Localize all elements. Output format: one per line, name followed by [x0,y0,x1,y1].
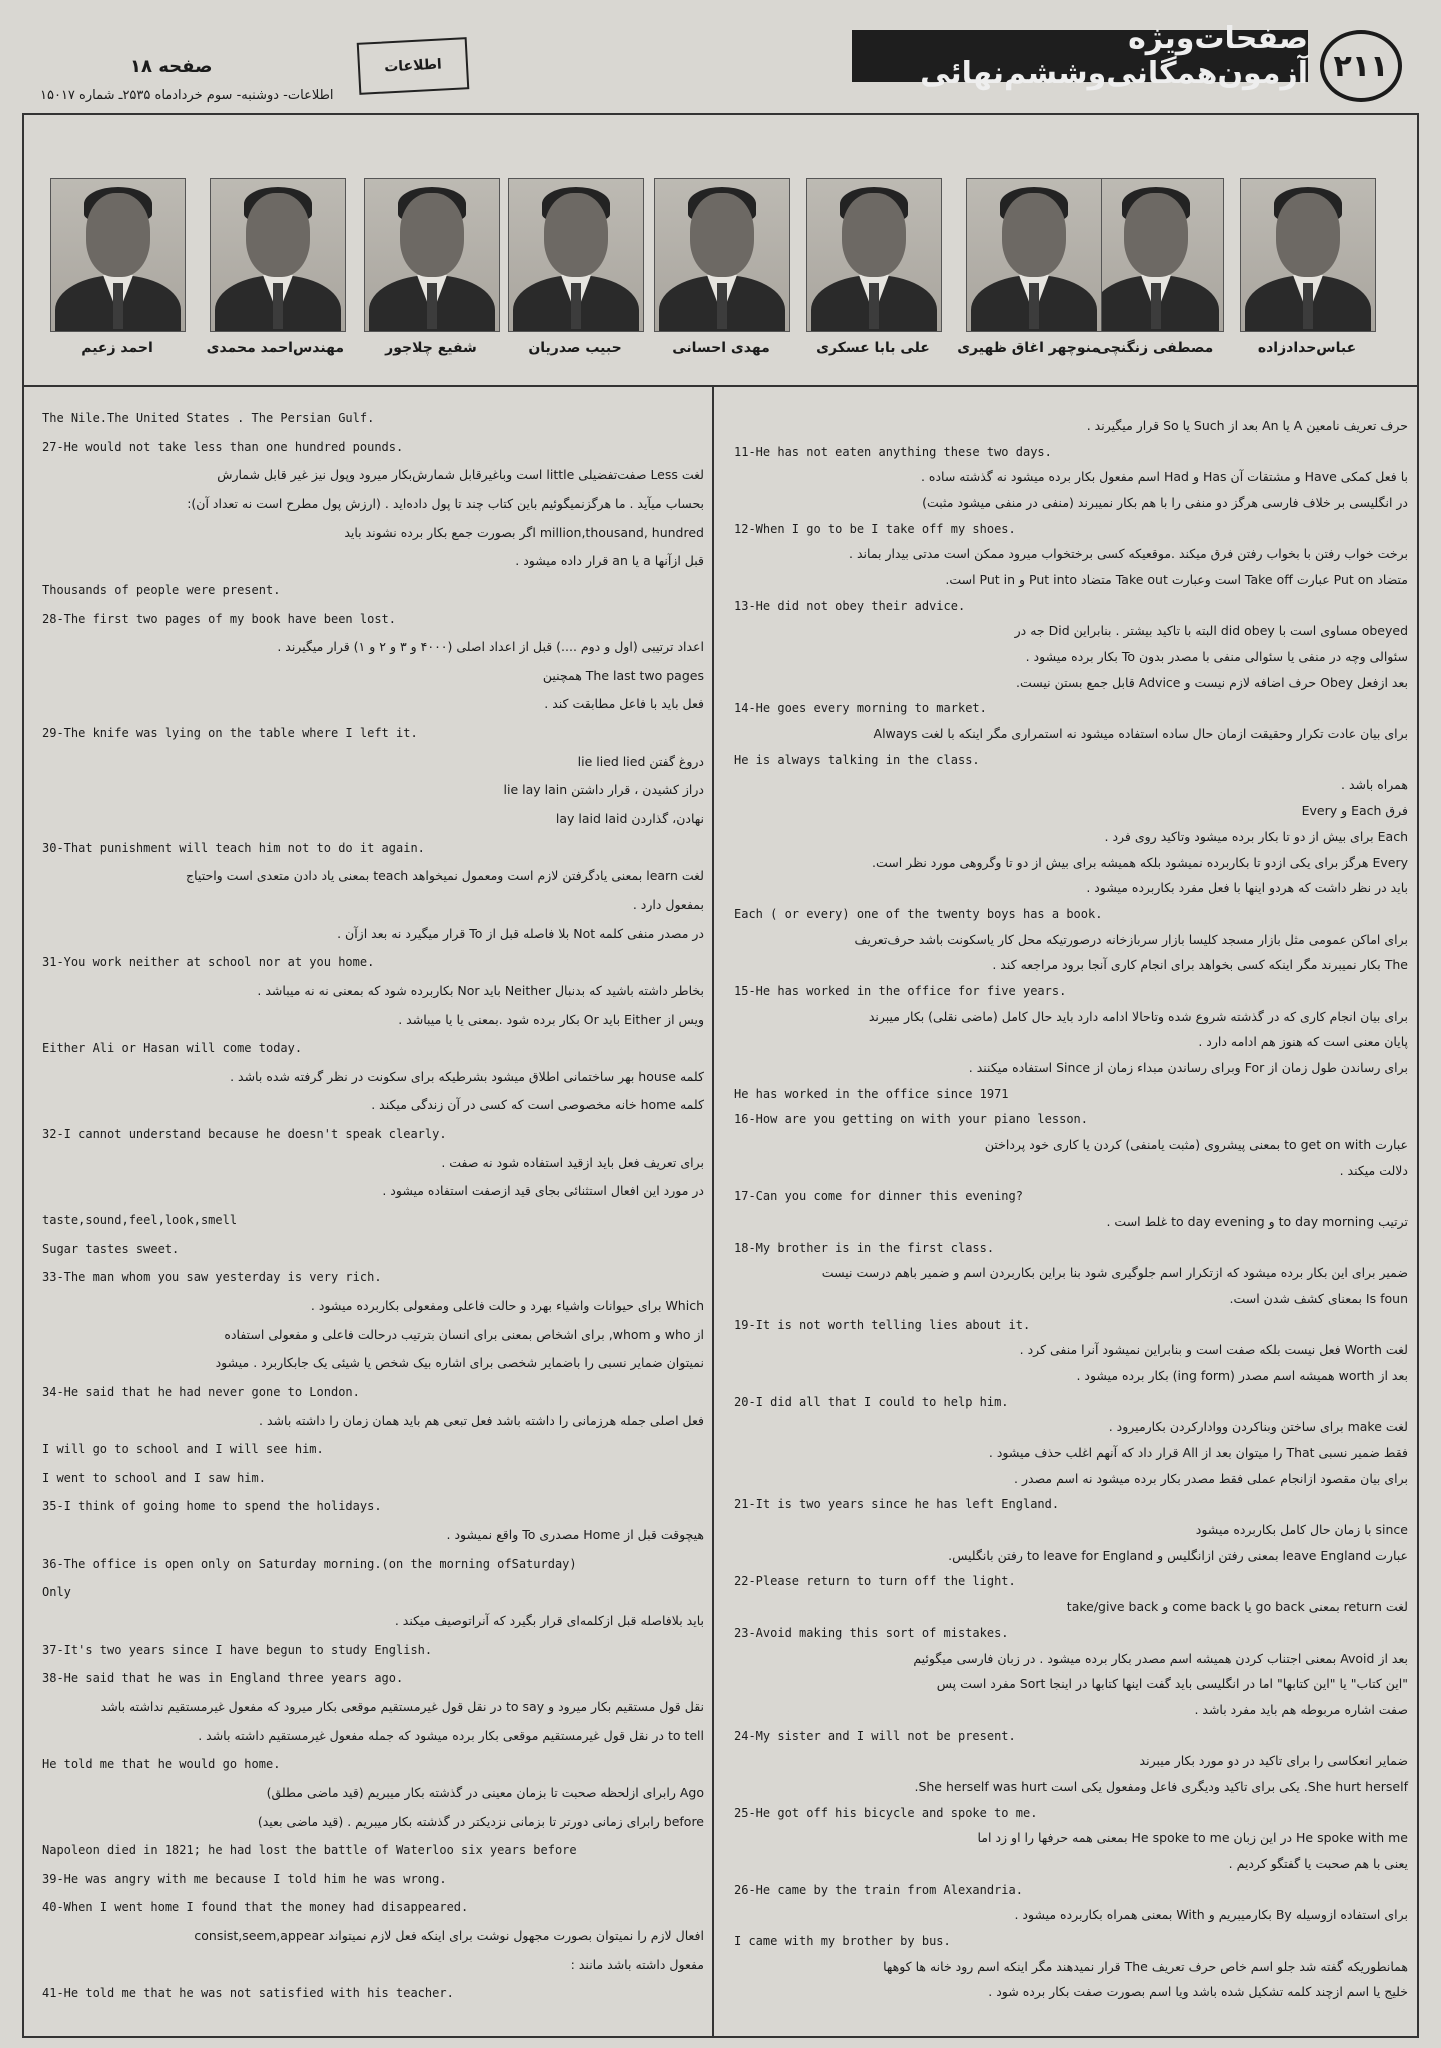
example-sentence: 36-The office is open only on Saturday morning.(on the morning ofSaturday) [42,1556,577,1571]
grammar-note: ضمایر انعکاسی را برای تاکید در دو مورد بکار میبرند [1139,1753,1408,1769]
grammar-note: million,thousand, hundred اگر بصورت جمع بکار برده نشوند باید [344,524,704,540]
grammar-note: ضمیر برای این بکار برده میشود که ازتکرار اسم جلوگیری شود بنا براین بکاربردن اسم و ضمیر باهم درست نیست [821,1265,1408,1281]
grammar-note: "این کتاب" یا "این کتابها" اما در انگلیسی باید گفت اینها کتابها در اینجا Sort مفرد است پس [936,1676,1408,1692]
example-sentence: Each ( or every) one of the twenty boys has a book. [734,906,1103,921]
grammar-note: بعد ازفعل Obey حرف اضافه لازم نیست و Advice قابل جمع بستن نیست. [1016,674,1408,690]
grammar-note: برای استفاده ازوسیله By بکارمیبریم و With بمعنی همراه بکاربرده میشود . [1014,1907,1408,1923]
grammar-note: با فعل کمکی Have و مشتقات آن Has و Had اسم مفعول بکار برده میشود نه گذشته ساده . [920,469,1408,485]
example-sentence: 12-When I go to be I take off my shoes. [734,521,1016,536]
example-sentence: Sugar tastes sweet. [42,1241,180,1256]
example-sentence: 23-Avoid making this sort of mistakes. [734,1625,1009,1640]
portrait-photo [210,178,346,332]
grammar-note: حرف تعریف نامعین A یا An بعد از Such یا So قرار میگیرند . [1086,418,1408,433]
grammar-note: عبارت leave England بمعنی رفتن ازانگلیس و to leave for England رفتن بانگلیس. [948,1547,1408,1563]
grammar-note: پایان معنی است که هنوز هم ادامه دارد . [1198,1034,1408,1050]
grammar-note: هیچوقت قبل از Home مصدری To واقع نمیشود . [446,1527,704,1543]
grammar-note: Which برای حیوانات واشیاء بهرد و حالت فاعلی ومفعولی بکاربرده میشود . [310,1297,704,1313]
example-sentence: 14-He goes every morning to market. [734,701,987,716]
grammar-note: لغت Worth فعل نیست بلکه صفت است و بنابراین نمیشود آنرا منفی کرد . [1019,1342,1408,1358]
example-sentence: 17-Can you come for dinner this evening? [734,1189,1023,1204]
example-sentence: I will go to school and I will see him. [42,1442,324,1457]
grammar-note: لغت return بمعنی go back یا come back و take/give back [1066,1599,1408,1615]
grammar-note: عبارت to get on with بمعنی پیشروی (مثبت یامنفی) کردن یا کاری خود پرداختن [984,1136,1408,1152]
example-sentence: 16-How are you getting on with your piano lesson. [734,1112,1089,1127]
grammar-note: obeyed مساوی است با did obey البته با تاکید بیشتر . بنابراین Did جه در [1014,623,1408,639]
grammar-note: since با زمان حال کامل بکاربرده میشود [1195,1522,1408,1538]
portrait-photo [364,178,500,332]
grammar-note: صفت اشاره مربوطه هم باید مفرد باشد . [1194,1701,1408,1717]
issue-info: اطلاعات- دوشنبه- سوم خردادماه ۲۵۳۵ـ شماره ۱۵۰۱۷ [40,88,334,103]
grammar-note: مفعول داشته باشد مانند : [570,1956,704,1972]
grammar-note: Is foun بمعنای کشف شدن است. [1229,1291,1408,1307]
grammar-note: نمیتوان ضمایر نسبی را باضمایر شخصی برای اشاره بیک شخص یا شیئی یک جابکاربرد . میشود [215,1355,704,1371]
example-sentence: 15-He has worked in the office for five years. [734,983,1067,998]
example-sentence: I came with my brother by bus. [734,1933,951,1948]
example-sentence: Either Ali or Hasan will come today. [42,1041,303,1056]
grammar-note: در انگلیسی بر خلاف فارسی هرگز دو منفی را با هم بکار نمیبرند (منفی در منفی میشود مثبت) [922,495,1408,511]
page-title: صفحات‌ویژه آزمون‌همگانی‌وششم‌نهائی [852,30,1308,82]
grammar-note: یعنی با هم صحبت یا گفتگو کردیم . [1228,1855,1408,1871]
portrait-photo [966,178,1102,332]
example-sentence: 37-It's two years since I have begun to study English. [42,1642,433,1657]
grammar-note: بعد از Avoid بمعنی اجتناب کردن همیشه اسم مصدر بکار برده میشود . در زبان فارسی میگوئیم [913,1650,1408,1666]
example-sentence: I went to school and I saw him. [42,1470,266,1485]
grammar-note: before رابرای زمانی دورتر تا بزمانی نزدیکتر در گذشته بکار میبریم . (قید ماضی بعید) [257,1813,704,1829]
example-sentence: Only [42,1585,71,1600]
portrait-name: مهدی احسانی [672,340,770,356]
grammar-note: She hurt herself. یکی برای تاکید ودیگری فاعل ومفعول یکی است She herself was hurt. [914,1778,1408,1794]
example-sentence: 24-My sister and I will not be present. [734,1728,1016,1743]
example-sentence: 31-You work neither at school nor at you home. [42,955,375,970]
grammar-note: برای اماکن عمومی مثل بازار مسجد کلیسا بازار سربازخانه درصورتیکه محل کار یاسکونت باشد حرف‌تعریف [854,931,1408,947]
grammar-note: دروغ گفتن lie lied lied [577,753,704,769]
grammar-note: برای رساندن طول زمان از For وبرای رساندن مبداء زمان از Since استفاده میکنند . [968,1059,1408,1075]
example-sentence: 22-Please return to turn off the light. [734,1574,1016,1589]
portrait-photo [1240,178,1376,332]
example-sentence: 38-He said that he was in England three years ago. [42,1671,404,1686]
grammar-note: دلالت میکند . [1339,1162,1408,1178]
grammar-note: همانطوریکه گفته شد جلو اسم خاص حرف تعریف The قرار نمیدهند مگر اینکه اسم رود خانه ها کوهها [883,1958,1408,1974]
grammar-note: لغت Less صفت‌تفضیلی little است وباغیرقابل شمارش‌بکار میرود وپول نیز غیر قابل شمارش [217,467,704,483]
grammar-note: بخاطر داشته باشید که بدنبال Neither باید Nor بکاربرده شود که بمعنی نه نه میباشد . [257,982,704,998]
portrait-photo [806,178,942,332]
grammar-note: کلمه home خانه مخصوصی است که کسی در آن زندگی میکند . [371,1097,704,1113]
grammar-note: Every هرگز برای یکی ازدو تا بکاربرده نمیشود بلکه همیشه برای بیش از دو تا وگروهی مورد نظر است. [872,854,1408,870]
example-sentence: 30-That punishment will teach him not to do it again. [42,840,425,855]
grammar-note: Ago رابرای ازلحظه صحبت تا بزمان معینی در گذشته بکار میبریم (قید ماضی مطلق) [266,1784,704,1800]
grammar-note: برای تعریف فعل باید ازقید استفاده شود نه صفت . [441,1154,704,1170]
example-sentence: 21-It is two years since he has left England. [734,1497,1060,1512]
portrait-name: حبیب صدریان [528,340,622,356]
grammar-note: to tell در نقل قول غیرمستقیم موقعی بکار برده میشود که جمله مفعول غیرمستقیم داشته باشد . [198,1727,704,1743]
grammar-note: لغت learn بمعنی یادگرفتن لازم است ومعمول نمیخواهد teach بمعنی یاد دادن متعدی است واحتیاج [186,868,704,884]
grammar-note: ویس از Either باید Or بکار برده شود .بمعنی یا یا میباشد . [398,1011,704,1027]
grammar-note: برای بیان مقصود ازانجام عملی فقط مصدر بکار برده میشود نه اسم مصدر . [1014,1470,1408,1486]
grammar-note: بمفعول دارد . [632,896,704,912]
example-sentence: 39-He was angry with me because I told him he was wrong. [42,1871,447,1886]
grammar-note: اعداد ترتیبی (اول و دوم ....) قبل از اعداد اصلی (۴۰۰۰ و ۳ و ۲ و ۱) قرار میگیرند . [277,639,704,655]
portrait-photo [50,178,186,332]
example-sentence: taste,sound,feel,look,smell [42,1213,238,1227]
example-sentence: 20-I did all that I could to help him. [734,1394,1009,1409]
grammar-note: سئوالی وچه در منفی یا سئوالی منفی با مصدر بدون To بکار برده میشود . [1025,649,1408,665]
example-sentence: 28-The first two pages of my book have been lost. [42,611,397,626]
page-label: صفحه ۱۸ [130,56,213,77]
grammar-note: دراز کشیدن ، قرار داشتن lie lay lain [503,782,704,798]
example-sentence: 18-My brother is in the first class. [734,1240,995,1255]
portrait-name: شفیع چلاجور [385,340,477,356]
example-sentence: He has worked in the office since 1971 [734,1086,1009,1101]
grammar-note: فعل باید با فاعل مطابقت کند . [544,696,704,712]
grammar-note: Each برای بیش از دو تا بکار برده میشود وتاکید روی فرد . [1104,828,1408,844]
grammar-note: فقط ضمیر نسبی That را میتوان بعد از All قرار داد که آنهم اغلب حذف میشود . [988,1445,1408,1461]
example-sentence: 41-He told me that he was not satisfied with his teacher. [42,1986,454,2001]
newspaper-logo: اطلاعات [357,37,470,95]
column-divider [712,385,714,2037]
example-sentence: 32-I cannot understand because he doesn't speak clearly. [42,1127,447,1142]
example-sentence: The Nile.The United States . The Persian Gulf. [42,411,375,425]
portrait-photo [1088,178,1224,332]
example-sentence: 33-The man whom you saw yesterday is very rich. [42,1270,382,1285]
grammar-note: خلیج یا اسم ازچند کلمه تشکیل شده باشد ویا اسم بصورت صفت بکار برده شود . [988,1984,1408,2000]
grammar-note: برای بیان عادت تکرار وحقیقت ازمان حال ساده استفاده میشود نه استمراری مگر اینکه با لغت Always [873,726,1408,742]
grammar-note: ترتیب to day morning و to day evening غلط است . [1106,1214,1408,1229]
grammar-note: در مورد این افعال استثنائی بجای قید ازصفت استفاده میشود . [382,1183,704,1199]
portrait-name: علی بابا عسکری [816,340,930,356]
portrait-name: عباس‌حدادزاده [1257,340,1357,356]
portrait-photo [654,178,790,332]
grammar-note: برای بیان انجام کاری که در گذشته شروع شده وتاحالا ادامه دارد باید حال کامل (ماضی نقلی) بکار میبرند [868,1008,1408,1024]
grammar-note: متضاد Put on عبارت Take off است وعبارت Take out متضاد Put into و Put in است. [945,572,1408,588]
grammar-note: فعل اصلی جمله هرزمانی را داشته باشد فعل تبعی هم باید همان زمان را داشته باشد . [259,1412,704,1428]
grammar-note: The last two pages همچنین [542,667,704,683]
grammar-note: همراه باشد . [1341,777,1408,793]
example-sentence: 34-He said that he had never gone to London. [42,1384,360,1399]
example-sentence: 35-I think of going home to spend the holidays. [42,1499,382,1514]
example-sentence: 29-The knife was lying on the table where I left it. [42,726,418,741]
example-sentence: 26-He came by the train from Alexandria. [734,1882,1023,1897]
grammar-note: بحساب‌ میآید . ما هرگزنمیگوئیم باین کتاب چند تا پول داده‌اید . (ارزش پول مطرح است نه تعداد آن): [187,495,704,511]
grammar-note: کلمه house بهر ساختمانی اطلاق میشود بشرطیکه برای سکونت در نظر گرفته شده باشد . [230,1068,704,1084]
grammar-note: فرق Each و Every [1301,803,1408,819]
grammar-note: قبل ازآنها a یا an قرار داده میشود . [515,553,704,569]
portrait-photo [508,178,644,332]
grammar-note: The بکار نمیبرند مگر اینکه کسی بخواهد برای انجام کاری آنجا برود مراجعه کند . [992,957,1408,973]
example-sentence: 27-He would not take less than one hundred pounds. [42,439,404,454]
grammar-note: افعال لازم را نمیتوان بصورت مجهول نوشت برای اینکه فعل لازم نمیتواند consist,seem,appear [194,1928,704,1944]
portrait-name: مصطفی زنگنچی [1096,340,1214,356]
grammar-note: لغت make برای ساختن وبناکردن ووادارکردن بکارمیرود . [1108,1419,1408,1435]
example-sentence: 25-He got off his bicycle and spoke to me. [734,1805,1038,1820]
example-sentence: 40-When I went home I found that the money had disappeared. [42,1900,469,1915]
example-sentence: 19-It is not worth telling lies about it. [734,1317,1031,1332]
example-sentence: He is always talking in the class. [734,752,980,767]
portrait-name: منوچهر اغاق ظهیری [957,340,1100,356]
grammar-note: باید در نظر داشت که هردو اینها با فعل مفرد بکاربرده میشود . [1086,880,1408,896]
page-number-badge: ۲۱۱ [1320,30,1402,102]
example-sentence: 11-He has not eaten anything these two days. [734,444,1052,459]
portrait-name: مهندس‌احمد محمدی [206,340,344,356]
grammar-note: بعد از worth همیشه اسم مصدر (ing form) بکار برده میشود . [1076,1368,1408,1384]
grammar-note: برخت خواب رفتن با بخواب رفتن فرق میکند .موقعیکه کسی برختخواب میرود ممکن است مدتی بیدار بماند . [849,546,1408,562]
grammar-note: باید بلافاصله قبل ازکلمه‌ای قرار بگیرد که آنراتوصیف میکند . [394,1613,704,1628]
example-sentence: He told me that he would go home. [42,1757,281,1772]
grammar-note: نقل قول مستقیم بکار میرود و to say در نقل قول غیرمستقیم موقعی بکار میرود که مفعول غیرمستقیم نداشته باشد [100,1698,704,1714]
divider [22,385,1419,387]
example-sentence: Thousands of people were present. [42,582,281,597]
example-sentence: 13-He did not obey their advice. [734,598,966,613]
grammar-note: He spoke with me در این زبان He spoke to me بمعنی همه حرفها را او زد اما [977,1830,1408,1846]
portrait-name: احمد زعیم [81,340,153,356]
grammar-note: در مصدر منفی کلمه Not بلا فاصله قبل از To قرار میگیرد نه بعد ازآن . [337,925,704,941]
example-sentence: Napoleon died in 1821; he had lost the battle of Waterloo six years before [42,1843,577,1858]
grammar-note: از who و whom, برای اشخاص بمعنی برای انسان بترتیب درحالت فاعلی و مفعولی استفاده [224,1326,704,1342]
grammar-note: نهادن، گذاردن lay laid laid [555,811,704,826]
